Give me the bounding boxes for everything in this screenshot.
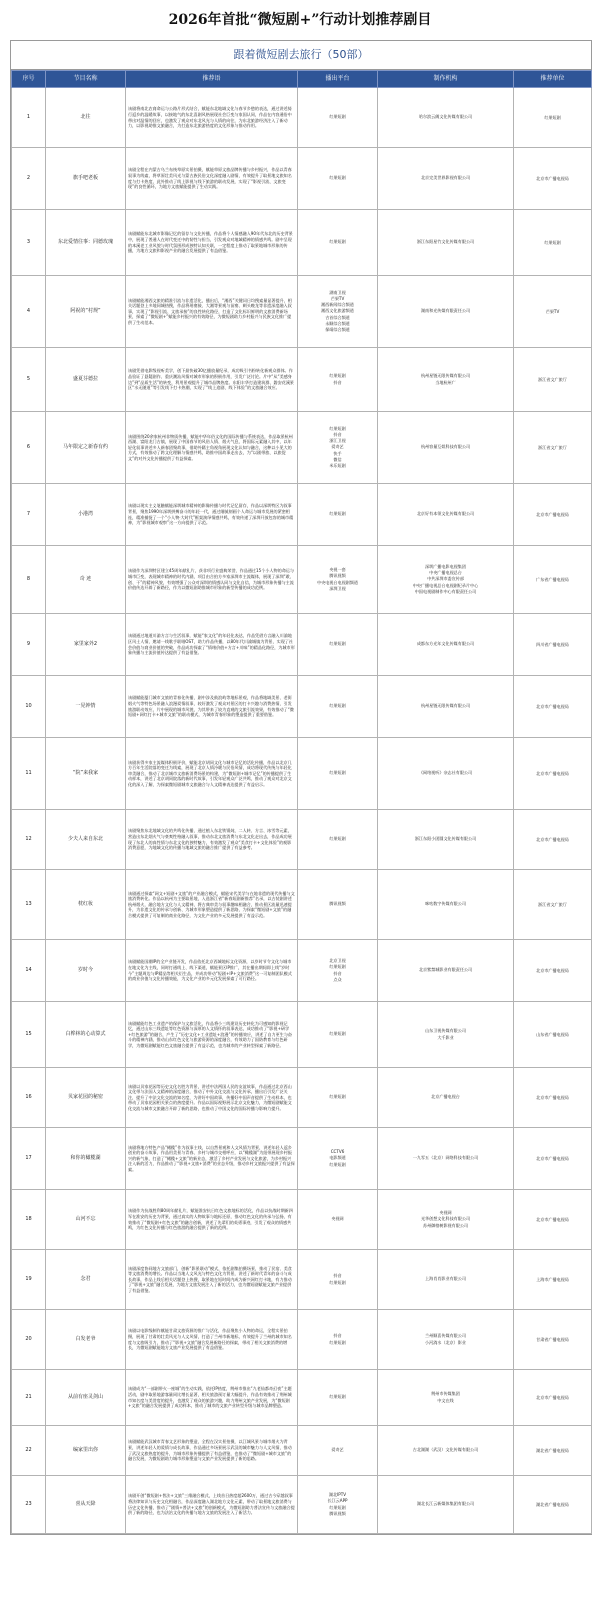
platform-item: 红果短剧 — [329, 1161, 346, 1167]
recommendation-text: 该剧作为抗战胜利80周年献礼片，赋能淮安抗日红色文旅地标的活化，作品以抗战时期新四军在淮安的历史为背景，通过真实的人物故事与地标还原，推动红色文化的传承与弘扬，有效推动了“微短剧+红色文旅”的融合创新，讲述了先辈们的英勇事迹，引发了观众的情感共鸣，为红色文化传播与红色旅游的融合提供了新的范例。 — [126, 1190, 298, 1250]
program-name: 小港湾 — [46, 484, 126, 546]
table-row — [12, 1190, 592, 1250]
producer-item: 兰州顺喜传媒有限公司 — [425, 1333, 466, 1339]
row-number: 19 — [12, 1250, 46, 1310]
table-subtitle: 跟着微短剧去旅行（50部） — [11, 41, 591, 70]
recommendation-text: 该剧以贝家花园等历史文化名胜为背景，讲述中法两国人民的友谊故事，作品通过北京西山文化带与法国人文精神的深度融合，推动了中外文化交流与文化传承，播出后引发广泛关注，提升了中法文化交流的知名度，为讲好中国故事，传播好中国声音提供了生动样本，也带动了贝家花园相关景点的热度提升。作品以国际视野展示北京文化魅力，为微短剧赋能文化交流与城市文旅融合开辟了新的思路，也推动了中国文化的国际传播与影响力提升。 — [126, 1068, 298, 1128]
platform-cell — [298, 940, 378, 1002]
platform-cell — [298, 348, 378, 412]
header-recommendation: 推荐语 — [126, 71, 298, 88]
platform-item: 红果短剧 — [329, 1031, 346, 1037]
row-number: 8 — [12, 546, 46, 614]
row-number: 13 — [12, 870, 46, 940]
producer-cell — [378, 484, 514, 546]
platform-item: 腾讯视频 — [329, 1510, 346, 1516]
table-row — [12, 210, 592, 276]
recommendation-text: 该剧以电影级制作赋能甘肃文旅资源的推广与活化，作品聚焦小人物的命运，全程实景拍摄，展现了甘肃的壮美风光与人文风情，打造了兰州市新地标，有效提升了兰州的城市知名度与文旅吸引力，推动了“影视+文旅”融合发展新路径的探索，带动了相关文旅消费的增长，为微短剧赋能地方文旅产业发展提供了有益借鉴。 — [126, 1310, 298, 1370]
platform-cell — [298, 1190, 378, 1250]
table-row — [12, 1002, 592, 1068]
platform-cell — [298, 210, 378, 276]
platform-item: 红果短剧 — [329, 1394, 346, 1400]
platform-item: 吉首综合频道 — [325, 314, 350, 320]
platform-item: 中央电视台电视剧频道 — [317, 579, 358, 585]
platform-item: 抖音 — [333, 379, 342, 385]
recommendation-text: 该剧全程在内蒙古乌兰布统草原实景拍摄，赋能草原文旅品牌传播与乡村振兴，作品以青春叙事为线索，将草原壮美风光与蒙古族民俗文化深度融入剧情，有效提升了取景地文旅知名度与打卡热度，此外推动了线上影视与线下旅游的联动发展，实现了“影视引流、文旅变现”的良性循环，为地方文旅赋能提供了生动实践。 — [126, 148, 298, 210]
program-name: 阿祝的“村规” — [46, 276, 126, 348]
producer-cell — [378, 1370, 514, 1426]
producer-cell — [378, 1426, 514, 1476]
program-name: 枕红妆 — [46, 870, 126, 940]
table-row — [12, 940, 592, 1002]
producer-item: 杭州星链无限传媒有限公司 — [420, 373, 471, 379]
recommender-unit: 芒果TV — [514, 276, 592, 348]
producer-item: 咪咕数字传媒有限公司 — [425, 901, 466, 907]
program-name: 山河不忘 — [46, 1190, 126, 1250]
platform-item: 湖南卫视 — [329, 289, 346, 295]
table-row — [12, 810, 592, 870]
producer-item: 北京广播电视台 — [431, 1094, 460, 1100]
platform-item: 抖音 — [333, 1333, 342, 1339]
recommendation-text: 该剧通过探索“网文+短剧+文旅”的产业融合模式，赋能宋代美学与在地非遗的现代传播与文旅消费转化。作品以杭州为主要取景地，入选浙江省“新春短剧新推荐”名录，以古装剧讲述杭州烟火，融合地方文化与人文精神，将古典审美与叙事趣味相融合，推动景区流量迅速提升，为非遗文化的传承与创新、为城市形象塑造提供了新思路，为探索“微短剧+文旅”的融合模式提供了可复制的商业化路径，为文化产业的多元发展提供了有益示范。 — [126, 870, 298, 940]
recommender-unit: 北京市广播电视局 — [514, 676, 592, 738]
platform-cell — [298, 88, 378, 148]
recommender-unit: 浙江省文广旅厅 — [514, 870, 592, 940]
platform-cell — [298, 1476, 378, 1534]
producer-cell — [378, 614, 514, 676]
producer-cell — [378, 1310, 514, 1370]
platform-item: 红果短剧 — [329, 703, 346, 709]
platform-item: 红果短剧 — [329, 114, 346, 120]
platform-item: 抖音 — [333, 970, 342, 976]
recommendation-text: 该剧将地方特色产品“橄榄”作为叙事主线，以自然景观和人文风情为背景，讲述年轻人返乡创业的奋斗故事，作品用美景与青春、乡村与城市交相呼应，以“橄榄湖”为纽带展现乡村振兴的新气象，打造了“橄榄+文旅”的新业态，激活了乡村产业发展与文化旅游，为乡村振兴注入新的活力，作品推动了“影视+文旅+消费”的业态升级，推动乡村文旅振兴提供了有益探索。 — [126, 1128, 298, 1190]
platform-cell — [298, 738, 378, 810]
platform-item: 红果短剧 — [329, 1279, 346, 1285]
platform-cell — [298, 676, 378, 738]
producer-cell — [378, 1128, 514, 1190]
producer-item: 深圳广播电影电视集团 — [425, 563, 466, 569]
recommender-unit: 北京市广播电视局 — [514, 1128, 592, 1190]
platform-item: 红果短剧 — [329, 175, 346, 181]
producer-item: 北京完美世界影视有限公司 — [420, 175, 471, 181]
table-row — [12, 484, 592, 546]
platform-item: 红果短剧 — [329, 239, 346, 245]
recommendation-text: 该剧聚焦东北地域文化的共鸣化传播，通过植入东北铁锅炖、二人转、方言、冰雪等元素，营造出东北烟火气与豪爽性格融入叙事，推动东北文旅消费与东北文化走出去，作品成功展现了东北人的真性情与东北文化的独特魅力，有效激发了观众“美食打卡+文化体验”的观影消费意愿，为地域文化的传播与地域文旅的融合推广提供了有益参考。 — [126, 810, 298, 870]
platform-item: 央视网 — [331, 1216, 344, 1222]
recommendation-text: 该剧赋能东北城市影像记忆的留存与文化传播，作品将个人情感融入90年代东北的历史背景中，展现了普通人在时代变迁中的韧性与担当，引发观众对地域精神的情感共鸣。剧中呈现的本溪老工业风貌与时代氛围形成独特认知关联，一定程度上推动了取景地城市形象的传播，为地方文旅和影视产业的融合发展提供了有益借鉴。 — [126, 210, 298, 276]
producer-cell — [378, 1002, 514, 1068]
table-row — [12, 148, 592, 210]
platform-item: 米乐短剧 — [329, 463, 346, 468]
recommendation-text: 该剧获得多家主流媒体积极评价，赋能北京胡同文化与城市记忆的活化传播，作品以北京几方百年生活院落的变迁为线索，展现了北京人情冷暖与民俗风情，成功将现代传统与年轻化审美融合，推动了北京城市文旅新消费场景的构建，为“微短剧+城市记忆”的传播提供了生动样本，讲述了北京胡同院落的新时代故事，引发年轻观众广泛共鸣，推动了观众对北京文化的深入了解，为探索微短剧城市文旅融合与人文精神表达提供了有益启示。 — [126, 738, 298, 810]
row-number: 5 — [12, 348, 46, 412]
platform-cell — [298, 546, 378, 614]
recommender-unit: 北京市广播电视局 — [514, 940, 592, 1002]
producer-item: 《网络视听》杂志社有限公司 — [418, 770, 473, 776]
program-name: 马年限定之新春有约 — [46, 412, 126, 484]
platform-item: 北京卫视 — [329, 958, 346, 964]
recommendation-text: 该剧深度协同地方文旅部门，创新“影景联动”模式，依托剧集拍摄场景，推动了民宿、美食等文旅消费的增长。作品以当地人文风光与特色文化为背景，讲述了新时代青年的奋斗与成长故事，作品上线后相关话题登上热搜，取景地在短时间内成为新兴网红打卡地，有力推动了“影视+文旅”融合发展，为地方文旅发展注入了新的活力，也为微短剧赋能文旅产业提供了有益借鉴。 — [126, 1250, 298, 1310]
table-row — [12, 676, 592, 738]
recommendation-text: 该剧赋能国潮IP的全产业链开发，作品依托北京西城地标文化资源，以岁时节令文化与城市在地文化为主线，同时打通线上、线下渠道，赋能景区IP推广，其在播出期间即上线“岁时今”主题周边与IP精品等相关衍生品，并成功带动“短剧+IP+文旅消费”这一可复制团队模式的商业价值与文化传播效能，为文化产业的多元化发展探索了可行路径。 — [126, 940, 298, 1002]
row-number: 2 — [12, 148, 46, 210]
platform-cell — [298, 276, 378, 348]
row-number: 18 — [12, 1190, 46, 1250]
producer-item: 中文在线 — [437, 1397, 454, 1403]
program-name: 一见钟情 — [46, 676, 126, 738]
producer-item: 中央广播电视总台电视剧纪录片中心 — [412, 582, 479, 588]
platform-item: 红果短剧 — [329, 373, 346, 379]
program-name: 岁时今 — [46, 940, 126, 1002]
program-name: 盛夏芬德拉 — [46, 348, 126, 412]
recommendation-text: 该剧赋能红色工业遗产的保护与文旅活化，作品将小三线建设历史转化为可感知的影视记忆，通过山东三线遗址等红色资源与深厚的人文情怀的叙事表达，成功推动了“影视+研学+红色旅游”的融合，产生了“历史文化+工业遗址+浪漫”的传播效应，讲述了自力更生与奋斗的精神内涵，推动山东红色文化与旅游资源的深度融合，有效助力了国防教育与红色研学，为微短剧赋能红色文旅融合提供了有益示范，也为城市的产业转型探索了新路径。 — [126, 1002, 298, 1068]
producer-item: 北京紫禁城影业有限责任公司 — [418, 967, 473, 973]
producer-item: 小河淌水（北京）影业 — [425, 1339, 466, 1345]
platform-item: 抖音 — [333, 431, 342, 437]
platform-item: 红果短剧 — [329, 1504, 346, 1510]
recommender-unit: 北京市广播电视局 — [514, 1068, 592, 1128]
recommendation-text: 该剧通过地道川渝方言与生活叙事，赋能“家文化”的年轻化表达，作品凭借方言融入川渝地区风土人情，邀请一线歌手联唱OST，助力作品传播，以80年代川渝城镇为背景，实现了社会价值与商业价值的突破，作品成功探索了“情绪价值+方言+川味”的精品化路径，为城市形象传播与主流价值传达提供了有益借鉴。 — [126, 614, 298, 676]
recommender-unit: 北京市广播电视局 — [514, 738, 592, 810]
platform-item: 红果短剧 — [329, 1094, 346, 1100]
platform-item: 点众 — [333, 976, 342, 982]
producer-cell — [378, 940, 514, 1002]
producer-item: 杭州容量互娱科技有限公司 — [420, 444, 471, 450]
platform-item: 湘西新闻综合频道 — [321, 302, 354, 308]
producer-cell — [378, 810, 514, 870]
platform-item: 芒果TV — [330, 295, 345, 301]
row-number: 17 — [12, 1128, 46, 1190]
program-name: 喜从天降 — [46, 1476, 126, 1534]
platform-item: 爱奇艺 — [331, 1447, 344, 1453]
row-number: 3 — [12, 210, 46, 276]
producer-item: 北京好有本领文化传媒有限公司 — [416, 511, 475, 517]
recommendation-text: 该剧赋能厦门城市文旅的青春化传播，剧中涉及鼓浪屿等地标景观，作品将地域美景、老街烟火气等特色场景融入浪漫爱情叙事，较好激发了观众对景区的打卡兴趣与消费热情，引发旅游联动效应，片中展现的城市风貌，为其带来了较为直观的文旅引流效果，有效推动了“微短剧+网红打卡+城市文旅”的联动模式，为城市青春形象的塑造提供了重要借鉴。 — [126, 676, 298, 738]
platform-item: 红果短剧 — [329, 425, 346, 431]
platform-cell — [298, 484, 378, 546]
table-row — [12, 412, 592, 484]
recommendation-text: 该剧以现实主义笔触赋能深圳城市精神的影像传播与时代记忆留存，作品以深圳特区为叙事背景，聚焦1990年深圳拼搏奋斗的年轻一代，通过细腻刻画个人命运与城市发展的紧密相连，精准捕捉了一个“小人物·大时代”框架演绎情感共鸣，有效传递了深圳开放包容的城市精神，为“影视城市观察”这一方向提供了示范。 — [126, 484, 298, 546]
producer-item: 山东卫视传媒有限公司 — [425, 1028, 466, 1034]
table-row — [12, 1310, 592, 1370]
producer-item: 苏州御榕树影视有限公司 — [422, 1222, 469, 1228]
producer-item: 上海肖肖影业有限公司 — [425, 1276, 466, 1282]
platform-item: 红果短剧 — [329, 511, 346, 517]
table-row — [12, 546, 592, 614]
producer-cell — [378, 348, 514, 412]
producer-cell — [378, 1068, 514, 1128]
recommender-unit: 红果短剧 — [514, 88, 592, 148]
program-name: 从前有座灵剑山 — [46, 1370, 126, 1426]
table-row — [12, 1128, 592, 1190]
platform-item: 长江云APP — [327, 1498, 348, 1504]
program-name: “院”来我家 — [46, 738, 126, 810]
producer-item: 浙江东阳小团圆文化传媒有限公司 — [414, 836, 477, 842]
header-producer: 制作机构 — [378, 71, 514, 88]
recommender-unit: 甘肃省广播电视局 — [514, 1310, 592, 1370]
producer-cell — [378, 88, 514, 148]
program-name: 少夫人来自东北 — [46, 810, 126, 870]
platform-item: CCTV6 — [330, 1149, 345, 1155]
row-number: 7 — [12, 484, 46, 546]
platform-cell — [298, 1068, 378, 1128]
row-number: 23 — [12, 1476, 46, 1534]
row-number: 12 — [12, 810, 46, 870]
recommendation-text: 该剧围绕20余家杭州非物质传播，赋能中华年俗文化的国际传播与系统表达，作品取景杭州西湖、富阳龙门古镇，展现了中国春节的风俗人情、烟火气息，将国际元素融入其中，以年轻化叙事讲述多人新春团聚故事，借助外籍主角视角展现文化认知与融合，这种以小见大的方式，有效推动了跨文化理解与情感共鸣，助推中国故事走出去，为“以剧带旅、以旅促文”的对外文化传播提供了有益探索。 — [126, 412, 298, 484]
recommender-unit: 北京市广播电视局 — [514, 1190, 592, 1250]
row-number: 15 — [12, 1002, 46, 1068]
producer-item: 古北湖湖（武汉）文化传媒有限公司 — [412, 1447, 479, 1453]
producer-cell — [378, 546, 514, 614]
platform-cell — [298, 1310, 378, 1370]
row-number: 11 — [12, 738, 46, 810]
recommender-unit: 北京市广播电视局 — [514, 810, 592, 870]
platform-item: 浙江卫视 — [329, 438, 346, 444]
recommender-unit: 北京市广播电视局 — [514, 148, 592, 210]
platform-cell — [298, 810, 378, 870]
platform-item: 快手 — [333, 450, 342, 456]
platform-cell — [298, 1250, 378, 1310]
producer-item: 浙江东阳星竹文化传媒有限公司 — [416, 239, 475, 245]
platform-cell — [298, 1370, 378, 1426]
row-number: 10 — [12, 676, 46, 738]
platform-item: 央视一套 — [329, 567, 346, 573]
row-number: 14 — [12, 940, 46, 1002]
producer-item: 大千影业 — [437, 1034, 454, 1040]
platform-item: 腾讯视频 — [329, 573, 346, 579]
platform-item: 湘西文化旅游频道 — [321, 308, 354, 314]
recommendation-text: 该剧作为深圳特区建立45周年献礼片，获非项行业盛典荣誉，作品通过15个小人物的命运与城市巨变，表现城市精神的时代内涵，项目由合拍方多家深圳市主流媒体，展现了深圳“敢、创、干”的精神风貌，有效增强了公众对深圳的情感认同与文化自信，为城市形象传播与主流价值传达开辟了新路径，作为以微短剧助推城市形象的新型传播的成功范例。 — [126, 546, 298, 614]
program-name: 家里家外2 — [46, 614, 126, 676]
platform-cell — [298, 1002, 378, 1068]
table-row — [12, 614, 592, 676]
platform-cell — [298, 1128, 378, 1190]
program-name: 念君 — [46, 1250, 126, 1310]
producer-item: 杭州星链无限传媒有限公司 — [420, 703, 471, 709]
recommender-unit: 广东省广播电视局 — [514, 546, 592, 614]
recommender-unit: 上海市广播电视局 — [514, 1250, 592, 1310]
table-row — [12, 738, 592, 810]
table-row — [12, 1068, 592, 1128]
table-row — [12, 1426, 592, 1476]
table-row — [12, 870, 592, 940]
recommender-unit: 北京市广播电视局 — [514, 1370, 592, 1426]
table-body — [12, 88, 592, 1534]
producer-cell — [378, 1250, 514, 1310]
row-number: 1 — [12, 88, 46, 148]
row-number: 9 — [12, 614, 46, 676]
platform-cell — [298, 870, 378, 940]
program-name: 北往 — [46, 88, 126, 148]
recommender-unit: 山东省广播电视局 — [514, 1002, 592, 1068]
table-row — [12, 88, 592, 148]
producer-item: 央视网 — [439, 1210, 452, 1216]
producer-cell — [378, 676, 514, 738]
producer-item: 中共深圳市委宣传部 — [427, 576, 464, 582]
platform-cell — [298, 412, 378, 484]
recommender-unit: 浙江省文广旅厅 — [514, 348, 592, 412]
recommendation-text: 该剧凭借电影级视听美学，创下最快破30亿播放量纪录，成功吸引书粉转化新观众群体。作品验证了悬疑剧作、重庆潮汕风情对城市形象的积极作用，引发广泛讨论。片中“从“美感身边”到“品质生活”的转变，利用景观提升了城市品牌热度。东阳丰华打造建筑群、磐安花溪景区“水无随道”等引发线下打卡热潮，实现了“线上追剧、线下体验”的文旅融合效应。 — [126, 348, 298, 412]
row-number: 16 — [12, 1068, 46, 1128]
table-row — [12, 276, 592, 348]
platform-item: 微信 — [333, 456, 342, 462]
program-name: 白桦林的心动算式 — [46, 1002, 126, 1068]
program-name: 东北爱情往事：同德玫瑰 — [46, 210, 126, 276]
platform-item: 湖北IPTV — [328, 1492, 347, 1498]
recommendation-table — [11, 70, 592, 1534]
platform-item: 红果短剧 — [329, 964, 346, 970]
producer-cell — [378, 210, 514, 276]
header-platform: 播出平台 — [298, 71, 378, 88]
producer-item: 一九零五（北京）网络科技有限公司 — [412, 1155, 479, 1161]
program-name: 奇 迹 — [46, 546, 126, 614]
producer-item: 荆州市传媒集团 — [431, 1391, 460, 1397]
platform-item: 红果短剧 — [329, 641, 346, 647]
producer-cell — [378, 1190, 514, 1250]
recommender-unit: 红果短剧 — [514, 210, 592, 276]
producer-item: 湖南和光传媒有限责任公司 — [420, 308, 471, 314]
platform-item: 红果短剧 — [329, 836, 346, 842]
table-row — [12, 1370, 592, 1426]
header-recommender: 推荐单位 — [514, 71, 592, 88]
row-number: 6 — [12, 412, 46, 484]
recommender-unit: 浙江省文广旅厅 — [514, 412, 592, 484]
program-name: 旗手吧老板 — [46, 148, 126, 210]
producer-cell — [378, 148, 514, 210]
producer-item: 中国电视剧制作中心有限责任公司 — [414, 588, 477, 594]
recommender-unit: 湖北省广播电视局 — [514, 1476, 592, 1534]
producer-cell — [378, 1476, 514, 1534]
program-name: 白发老爷 — [46, 1310, 126, 1370]
platform-item: 抖音 — [333, 1273, 342, 1279]
producer-item: 成都东方光年文化传媒有限公司 — [416, 641, 475, 647]
producer-item: 中央广播电视总台 — [429, 570, 462, 576]
header-no: 序号 — [12, 71, 46, 88]
recommendation-text: 该剧赋能湘西文旅的精准引流与非遗活化，播出后，“湘西”关键词日均搜索量显著提升，相关话题登上多地同城热搜，作品将瑶寨鼓、大湘等景观与苗寨、刺头晚龙等非遗深度融入叙事，实现了“影视引流、文旅承接”的良性转化路径，打造了文化标识鲜明的文旅消费新场景，探索了“微短剧+”赋能乡村振兴的有效路径，为微短剧助力乡村振兴与民族文化推广提供了生动范本。 — [126, 276, 298, 348]
recommender-unit: 四川省广播电视局 — [514, 614, 592, 676]
row-number: 21 — [12, 1370, 46, 1426]
recommender-unit: 北京市广播电视局 — [514, 484, 592, 546]
producer-cell — [378, 276, 514, 348]
platform-cell — [298, 148, 378, 210]
platform-cell — [298, 1426, 378, 1476]
row-number: 4 — [12, 276, 46, 348]
platform-item: 爱奇艺 — [331, 444, 344, 450]
row-number: 20 — [12, 1310, 46, 1370]
platform-item: 红果短剧 — [329, 1339, 346, 1345]
recommender-unit: 湖北省广播电视局 — [514, 1426, 592, 1476]
platform-item: 深圳卫视 — [329, 585, 346, 591]
recommendation-text: 该剧成为“一部剧带火一座城”的生动实践，依托IP热度，荆州市推出“九老仙都奇幻夜”主题活动，剧中取景地游客量同比增长显著，相关旅游预订量大幅提升，作品有效推动了荆州城市知名度与美誉度的提升，也激发了观众的旅游兴趣，助力荆州文旅产业发展，为“微短剧+文旅”的融合发展提供了成功样本，推动了城市的文旅产业转型升级与城市品牌塑造。 — [126, 1370, 298, 1426]
program-name: 贝家花园的秘密 — [46, 1068, 126, 1128]
table-row — [12, 348, 592, 412]
producer-cell — [378, 870, 514, 940]
table-row — [12, 1476, 592, 1534]
table-row — [12, 1250, 592, 1310]
platform-item: 腾讯视频 — [329, 901, 346, 907]
producer-item: 光华创想文化科技有限公司 — [420, 1216, 471, 1222]
producer-cell — [378, 412, 514, 484]
platform-item: 永顺综合频道 — [325, 320, 350, 326]
document-title: 2026年首批“微短剧+”行动计划推荐剧目 — [168, 12, 432, 28]
producer-item: 湖北长江云新媒体集团有限公司 — [416, 1501, 475, 1507]
producer-item: 哈尔滨云阙文化传媒有限公司 — [418, 114, 473, 120]
producer-cell — [378, 738, 514, 810]
platform-cell — [298, 614, 378, 676]
platform-item: 电影频道 — [329, 1155, 346, 1161]
row-number: 22 — [12, 1426, 46, 1476]
table-header-row — [12, 71, 592, 88]
platform-item: 红果短剧 — [329, 770, 346, 776]
header-name: 节目名称 — [46, 71, 126, 88]
platform-item: 保靖综合频道 — [325, 327, 350, 332]
recommendation-text: 该剧开创“微短剧+普法+文旅”三维融合模式，上线首日热度超2600万，通过古今穿越叙事将法律知识与历史文化相融合，作品深度融入湖北地方文化元素，带动了取景地文旅消费与历史文化传播，推动了“剧情+普法+文旅”的创新模式，为微短剧助力普法宣传与文旅融合提供了新的路径，也为法治文化的传播与地方文旅的发展注入了新活力。 — [126, 1476, 298, 1534]
recommendation-text: 该剧将南北农商命运与公路片形式结合，赋能东北地域文化与春节乡愁的表达，通过讲述骑行返乡的温暖故事，以接地气的东北喜剧风格展现社会巨变与家国认同，作品在内容通俗中带出对温情的回应，也激发了观众对东北风光与人情的向往，为东北旅游经济注入了新动力，以影视助推文旅融合，为打造东北旅游热度的文化形象与推动作用。 — [126, 88, 298, 148]
recommendation-text: 该剧赋能武汉城市青春文艺形象的塑造，全程在汉实景拍摄，以江城风景与城市烟火为背景，讲述年轻人的爱情与成长故事，作品通过多场景展示武汉的城市魅力与人文风情，推动了武汉文旅热度的提升，为城市形象传播提供了有益借鉴，也推动了“微短剧+城市文旅”的融合发展，为微短剧助力城市形象塑造与文旅产业发展提供了新的思路。 — [126, 1426, 298, 1476]
program-name: 编家里出你 — [46, 1426, 126, 1476]
program-name: 和你的橄榄湖 — [46, 1128, 126, 1190]
producer-item: 当地杭州广 — [435, 379, 456, 385]
table-frame — [10, 40, 592, 1535]
